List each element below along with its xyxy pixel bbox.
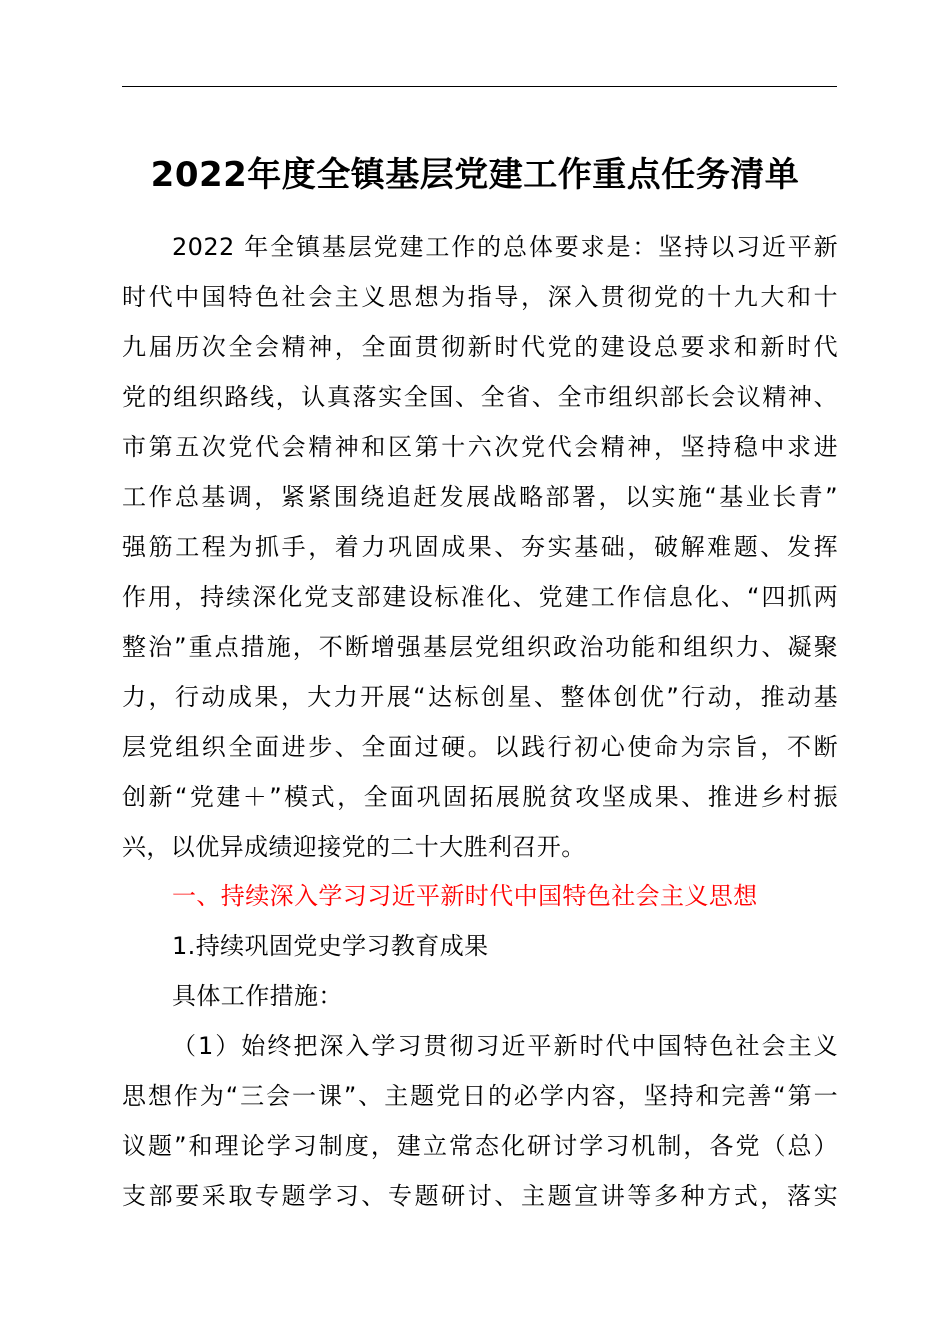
intro-line: 市第五次党代会精神和区第十六次党代会精神，坚持稳中求进 [122,433,838,461]
intro-line: 时代中国特色社会主义思想为指导，深入贯彻党的十九大和十 [122,283,838,311]
measures-label: 具体工作措施： [172,982,343,1010]
measure-line: （1）始终把深入学习贯彻习近平新时代中国特色社会主义 [172,1032,838,1060]
intro-line: 整治”重点措施，不断增强基层党组织政治功能和组织力、凝聚 [122,633,838,661]
intro-line: 工作总基调，紧紧围绕追赶发展战略部署，以实施“基业长青” [122,483,838,511]
intro-line: 力，行动成果，大力开展“达标创星、整体创优”行动，推动基 [122,683,838,711]
intro-line: 2022 年全镇基层党建工作的总体要求是：坚持以习近平新 [172,233,838,261]
document-title: 2022年度全镇基层党建工作重点任务清单 [150,155,800,195]
intro-line: 创新“党建＋”模式，全面巩固拓展脱贫攻坚成果、推进乡村振 [122,783,838,811]
measure-line: 思想作为“三会一课”、主题党日的必学内容，坚持和完善“第一 [122,1082,838,1110]
intro-line: 九届历次全会精神，全面贯彻新时代党的建设总要求和新时代 [122,333,838,361]
intro-line: 党的组织路线，认真落实全国、全省、全市组织部长会议精神、 [122,383,838,411]
intro-line: 层党组织全面进步、全面过硬。以践行初心使命为宗旨，不断 [122,733,838,761]
section-heading: 一、持续深入学习习近平新时代中国特色社会主义思想 [172,882,758,910]
intro-line: 兴，以优异成绩迎接党的二十大胜利召开。 [122,833,586,861]
measure-line: 议题”和理论学习制度，建立常态化研讨学习机制，各党（总） [122,1132,838,1160]
intro-line: 强筋工程为抓手，着力巩固成果、夯实基础，破解难题、发挥 [122,533,838,561]
intro-line: 作用，持续深化党支部建设标准化、党建工作信息化、“四抓两 [122,583,838,611]
measure-line: 支部要采取专题学习、专题研讨、主题宣讲等多种方式，落实 [122,1182,838,1210]
subsection-heading: 1.持续巩固党史学习教育成果 [172,932,489,960]
header-rule [122,86,837,87]
